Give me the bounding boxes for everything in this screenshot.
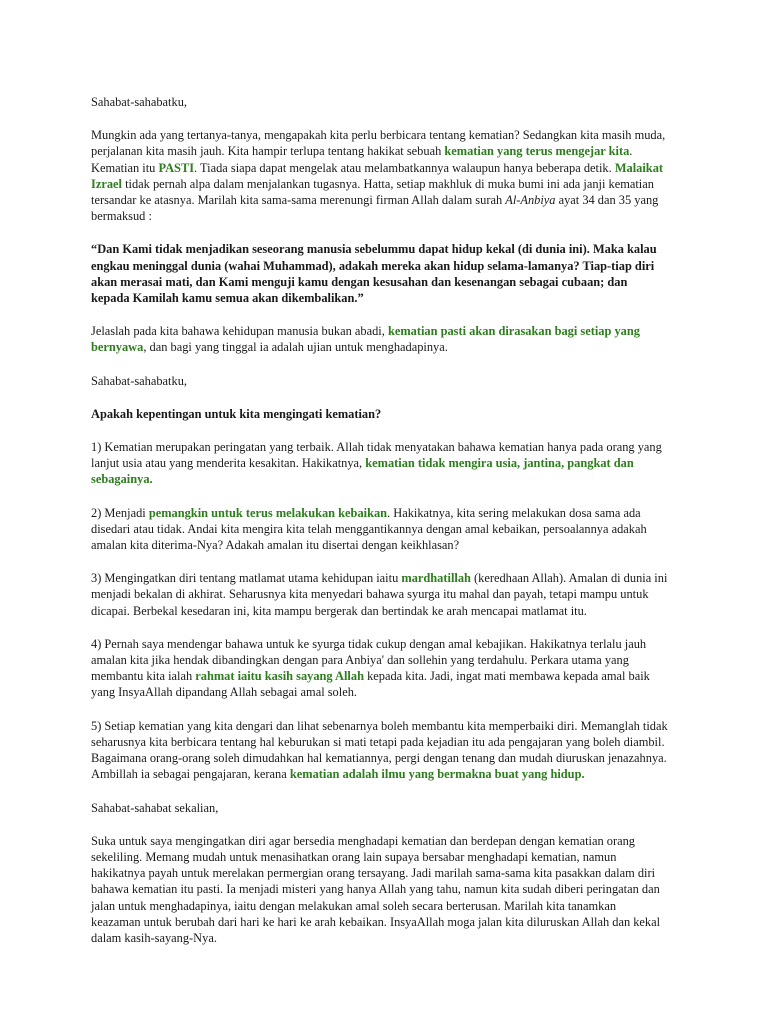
highlight-text: kematian pasti akan dirasakan bagi setiap yang bernyawa: [91, 324, 640, 355]
text-run: (keredhaan Allah). Amalan di dunia ini menjadi bekalan di akhirat. Seharusnya kita menyedari bahawa syurga itu mahal dan payah, tetapi mampu untuk dicapai. Berbekal kesedaran ini, kita mampu bergerak dan bertindak ke arah mencapai matlamat itu.: [91, 571, 668, 618]
highlight-text: kematian adalah ilmu yang bermakna buat yang hidup.: [289, 767, 585, 782]
list-item-2: [91, 505, 668, 554]
highlight-text: kematian yang terus mengejar kita: [444, 144, 630, 159]
text-run: 5) Setiap kematian yang kita dengari dan lihat sebenarnya boleh membantu kita memperbaiki diri. Memanglah tidak seharusnya kita berbicara tentang hal keburukan si mati tetapi pada kejadian itu ada pengajaran yang boleh diambil. Bagaimana orang-orang soleh dimudahkan hal kematiannya, pergi dengan tenang dan mudah diuruskan jenazahnya. Ambillah ia sebagai pengajaran, kerana: [91, 718, 668, 782]
list-item-5: [91, 718, 668, 783]
text-run: . Tiada siapa dapat mengelak atau melambatkannya walaupun hanya beberapa detik.: [194, 160, 615, 175]
text-run: 2) Menjadi: [91, 505, 149, 520]
greeting-1: Sahabat-sahabatku,: [91, 95, 187, 109]
paragraph-conclusion: [91, 323, 668, 355]
greeting-3: Sahabat-sahabat sekalian,: [91, 800, 219, 815]
list-item-1: [91, 439, 668, 488]
closing-paragraph: Suka untuk saya mengingatkan diri agar bersedia menghadapi kematian dan berdepan dengan kematian orang sekeliling. Memang mudah untuk menasihatkan orang lain supaya bersabar menghadapi kematian, namun hakikatnya payah untuk merelakan permergian orang tersayang. Jadi marilah sama-sama kita pasakkan dalam diri bahawa kematian itu pasti. Ia menjadi misteri yang hanya Allah yang tahu, namun kita sudah diberi peringatan dan jalan untuk menghadapinya, iaitu dengan melakukan amal soleh secara berterusan. Marilah kita tanamkan keazaman untuk berubah dari hari ke hari ke arah kebaikan. InsyaAllah moga jalan kita diluruskan Allah dan kekal dalam kasih-sayang-Nya.: [91, 833, 661, 945]
text-run: 4) Pernah saya mendengar bahawa untuk ke syurga tidak cukup dengan amal kebajikan. Hakikatnya terlalu jauh amalan kita jika hendak dibandingkan dengan para Anbiya' dan sollehin yang terdahulu. Perkara utama yang membantu kita ialah: [91, 636, 647, 684]
highlight-text: mardhatillah: [401, 571, 471, 586]
text-run: Jelaslah pada kita bahawa kehidupan manusia bukan abadi,: [91, 324, 388, 339]
text-run: 1) Kematian merupakan peringatan yang terbaik. Allah tidak menyatakan bahawa kematian hanya pada orang yang lanjut usia atau yang menderita kesakitan. Hakikatnya,: [91, 440, 662, 471]
greeting-2: Sahabat-sahabatku,: [91, 373, 187, 388]
text-run: . Hakikatnya, kita sering melakukan dosa sama ada disedari atau tidak. Andai kita mengira kita telah menggantikannya dengan amal kebaikan, persoalannya adakah amalan kita diterima-Nya? Adakah amalan itu disertai dengan keikhlasan?: [91, 505, 647, 553]
text-run: kepada kita. Jadi, ingat mati membawa kepada amal baik yang InsyaAllah dipandang Allah sebagai amal soleh.: [91, 669, 650, 700]
section-heading: Apakah kepentingan untuk kita mengingati kematian?: [91, 406, 382, 421]
highlight-text: pemangkin untuk terus melakukan kebaikan: [148, 505, 388, 520]
highlight-text: rahmat iaitu kasih sayang Allah: [195, 669, 364, 684]
text-run: ayat 34 dan 35 yang bermaksud :: [91, 193, 659, 224]
italic-surah-name: Al-Anbiya: [505, 193, 556, 208]
text-run: . Kematian itu: [91, 144, 633, 175]
list-item-3: [91, 570, 668, 619]
quran-quote: “Dan Kami tidak menjadikan seseorang manusia sebelummu dapat hidup kekal (di dunia ini). Maka kalau engkau meninggal dunia (wahai Muhammad), adakah mereka akan hidup selama-lamanya? Tiap-tiap diri akan merasai mati, dan Kami menguji kamu dengan kesusahan dan kesenangan sebagai cubaan; dan kepada Kamilah kamu semua akan dikembalikan.”: [91, 242, 657, 306]
text-run: 3) Mengingatkan diri tentang matlamat utama kehidupan iaitu: [91, 571, 402, 586]
list-item-4: [91, 636, 668, 701]
highlight-text: PASTI: [158, 160, 195, 175]
text-run: , dan bagi yang tinggal ia adalah ujian untuk menghadapinya.: [143, 340, 448, 355]
highlight-text: kematian tidak mengira usia, jantina, pangkat dan sebagainya.: [91, 456, 634, 487]
text-run: tidak pernah alpa dalam menjalankan tugasnya. Hatta, setiap makhluk di muka bumi ini ada janji kematian tersandar ke atasnya. Marilah kita sama-sama merenungi firman Allah dalam surah: [91, 176, 654, 208]
paragraph-intro: [91, 127, 668, 224]
highlight-text: Malaikat Izrael: [91, 160, 664, 191]
text-run: Mungkin ada yang tertanya-tanya, mengapakah kita perlu berbicara tentang kematian? Sedangkan kita masih muda, perjalanan kita masih jauh. Kita hampir terlupa tentang hakikat sebuah: [91, 128, 666, 159]
